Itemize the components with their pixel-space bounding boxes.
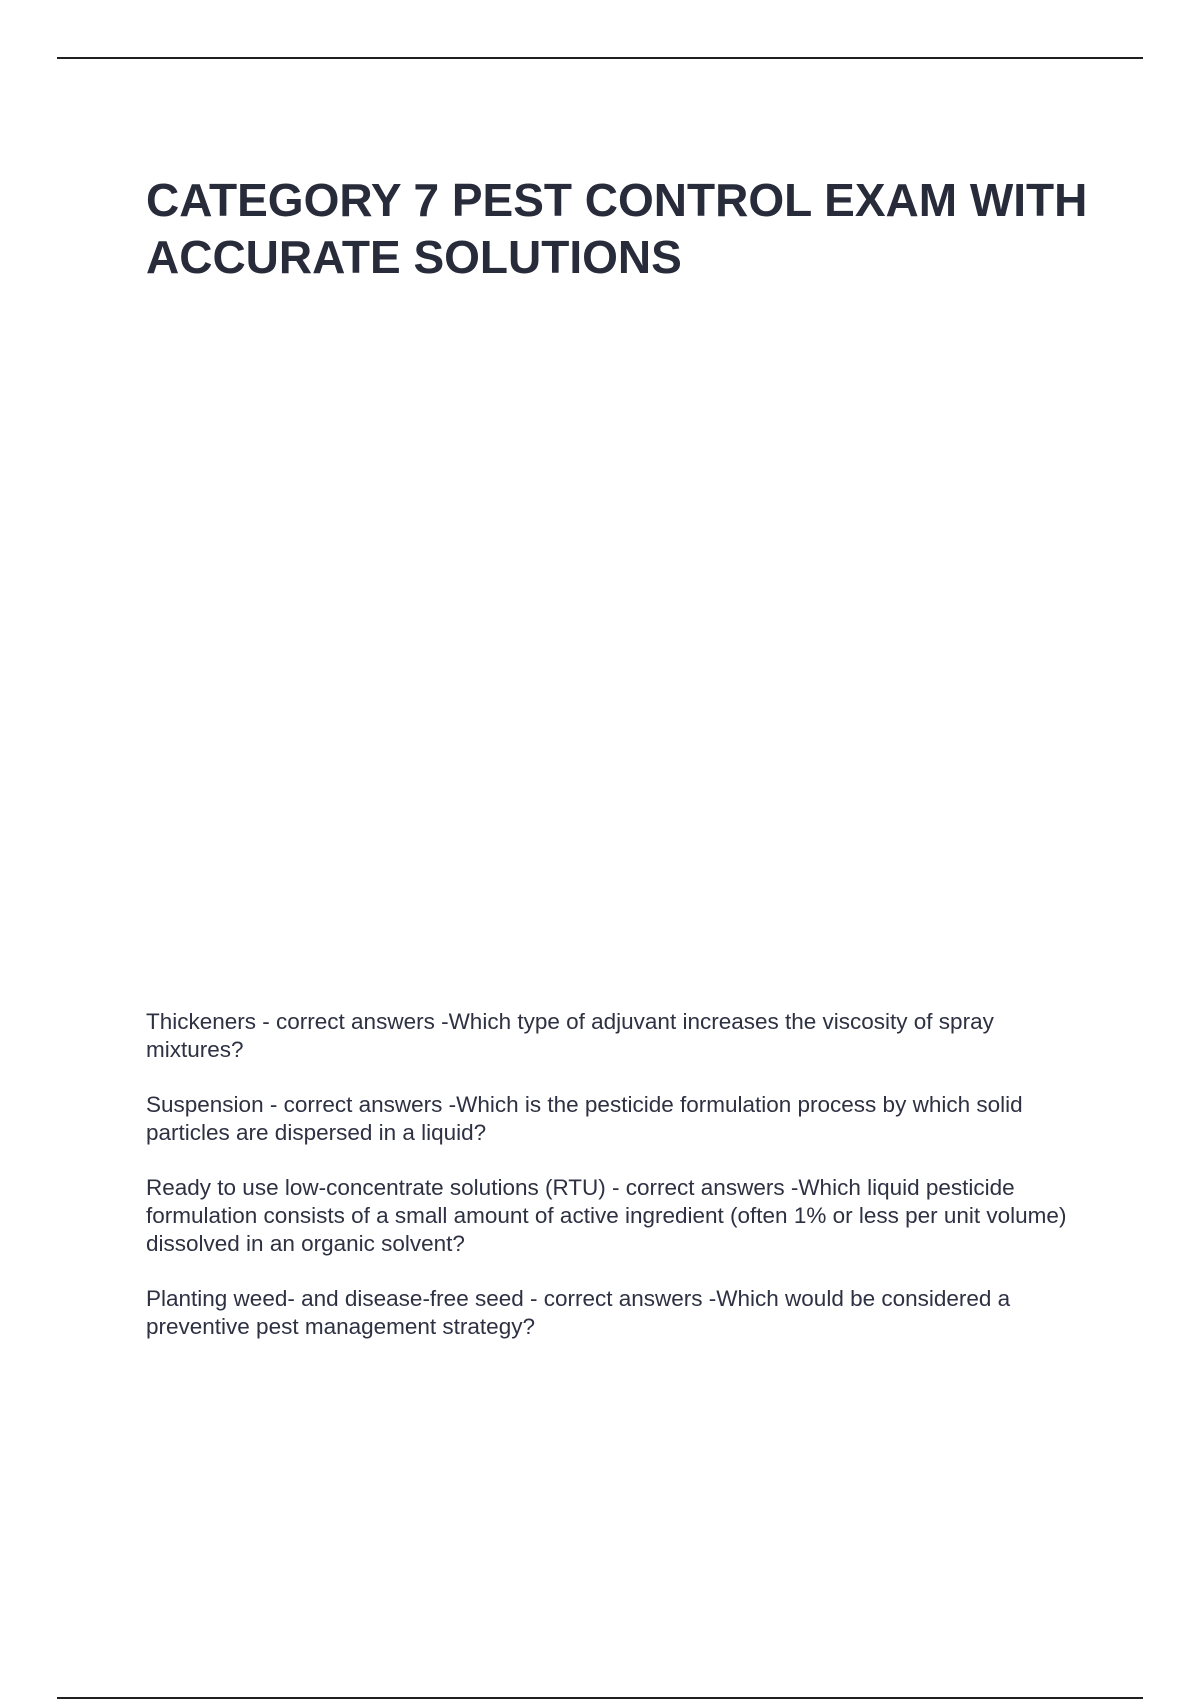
qa-list <box>146 1008 1076 1368</box>
qa-entry-text: Ready to use low-concentrate solutions (RTU) - correct answers -Which liquid pesticide formulation consists of a small amount of active ingredient (often 1% or less per unit volume) dissolved in an organic solvent? <box>146 1175 1067 1256</box>
top-divider <box>57 57 1143 59</box>
qa-entry <box>146 1285 1076 1341</box>
qa-entry <box>146 1008 1076 1064</box>
qa-entry <box>146 1174 1076 1258</box>
qa-entry-text: Thickeners - correct answers -Which type of adjuvant increases the viscosity of spray mixtures? <box>146 1009 994 1062</box>
qa-entry-text: Planting weed- and disease-free seed - correct answers -Which would be considered a preventive pest management strategy? <box>146 1286 1011 1339</box>
bottom-divider <box>57 1697 1143 1699</box>
qa-entry <box>146 1091 1076 1147</box>
document-title: CATEGORY 7 PEST CONTROL EXAM WITH ACCURATE SOLUTIONS <box>146 174 1088 283</box>
qa-entry-text: Suspension - correct answers -Which is the pesticide formulation process by which solid particles are dispersed in a liquid? <box>146 1092 1023 1145</box>
